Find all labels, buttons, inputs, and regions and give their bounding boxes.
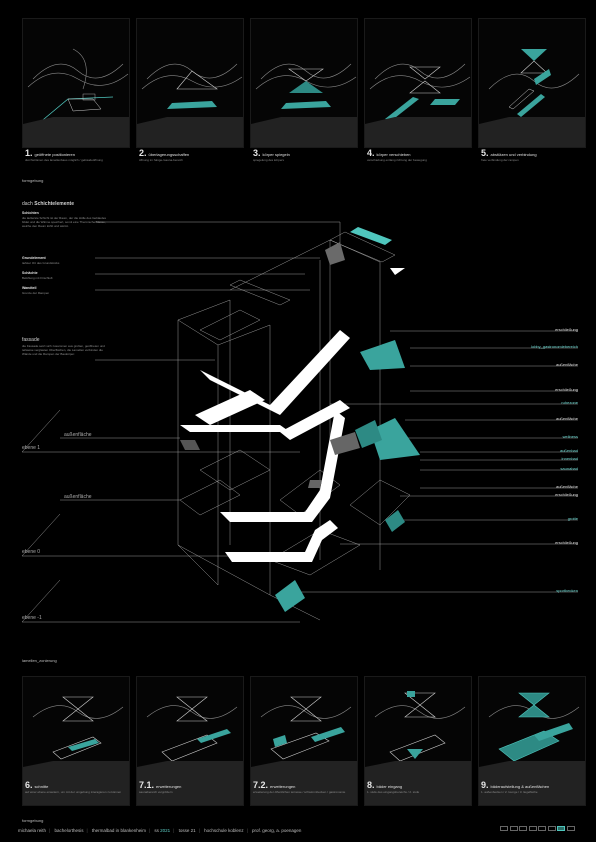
- room-label: außenfläche: [555, 362, 578, 367]
- step-description: 1. stufe des eingangsbereichs / 2. stufe: [367, 790, 420, 794]
- page-indicator[interactable]: [519, 826, 527, 831]
- room-label: sportbecken: [556, 588, 578, 593]
- room-label: grotte: [567, 516, 578, 521]
- room-label: lobby_gastronomiebereich: [531, 344, 578, 349]
- step-panel-8: [364, 676, 472, 806]
- step-description: 1. außenbecken / 2. lounge / 3. liegefläche: [481, 790, 538, 794]
- footer-season: ss: [154, 828, 159, 833]
- step-number: 5.: [481, 148, 489, 158]
- step-panel-7-2: [250, 676, 358, 806]
- page-indicator[interactable]: [567, 826, 575, 831]
- step-panel-7-1: [136, 676, 244, 806]
- legend-item-text: Belüftung mit Frischluft: [22, 276, 53, 280]
- level-label: ebene -1: [22, 615, 42, 621]
- fassade-heading: fassade: [22, 337, 40, 343]
- step-description: öffnung im hänge-/sauna-bereich: [139, 158, 183, 162]
- step-panel-9: [478, 676, 586, 806]
- footer: michaela reith | bachelorthesis | thermalbad in blankenheim | ss 2021 | tosse 21 | hochschule koblenz | prof. georg, a. poenagen: [18, 828, 302, 833]
- level-label: ebene 0: [22, 549, 41, 555]
- step-number: 6.: [25, 780, 33, 790]
- step-number: 1.: [25, 148, 33, 158]
- step-description: saunabereich vergrößern: [139, 790, 173, 794]
- step-number: 3.: [253, 148, 261, 158]
- page-indicator[interactable]: [557, 826, 565, 831]
- section-heading-lamellen: lamellen_zonierung: [22, 658, 57, 663]
- room-label: ruhezone: [561, 400, 578, 405]
- legend-item-text: die äußerste Schicht ist der Raum, der die Hülle des Gebäudes bildet und die Wärme speichert, somit eine Thermische Masse, welche den Raum kühlt und wärmt.: [22, 216, 107, 228]
- step-title: schnitte: [34, 784, 49, 789]
- step-number: 7.2.: [253, 780, 269, 790]
- room-label: erschließung: [555, 540, 578, 545]
- footer-project: thermalbad in blankenheim: [91, 828, 146, 833]
- legend-item-heading: Schächte: [22, 271, 38, 275]
- footer-code: tosse 21: [178, 828, 196, 833]
- room-label: saunabad: [560, 466, 578, 471]
- step-title: körper verschieben: [376, 152, 411, 157]
- step-title: abstützen und verbindung: [490, 152, 537, 157]
- legend-item-text: tiefster Ort des Grundstücks: [22, 261, 60, 265]
- page-indicator[interactable]: [510, 826, 518, 831]
- step-number: 8.: [367, 780, 375, 790]
- page-indicator[interactable]: [500, 826, 508, 831]
- legend-title-bold: Schichtelemente: [34, 201, 74, 207]
- step-panel-6: [22, 676, 130, 806]
- room-label: außenfläche: [555, 416, 578, 421]
- section-heading-formgebung: formgebung: [22, 178, 44, 183]
- legend-item-heading: Grundelement: [22, 256, 46, 260]
- step-number: 4.: [367, 148, 375, 158]
- footer-season-accent: 2021: [160, 828, 171, 833]
- step-title: überlagerungsschaffen: [148, 152, 190, 157]
- footer-school: hochschule koblenz: [204, 828, 244, 833]
- step-description: durchströmen des lamellenbaus möglich / gebäudeöffnung: [25, 158, 103, 162]
- page-indicator[interactable]: [538, 826, 546, 831]
- step-title: geöffnete positionieren: [34, 152, 75, 157]
- step-description: verschiebung entlang richtung der bewegung: [367, 158, 427, 162]
- level-label: ebene 1: [22, 445, 41, 451]
- page-indicator[interactable]: [529, 826, 537, 831]
- step-description: freie verbindung der rampen: [481, 158, 519, 162]
- room-label: erschließung: [555, 492, 578, 497]
- fassade-text: die Fassade setzt sich zusammen aus großen, geöffneten und teilweise verglasten Oberflächen, die Lamellen verbinden die Wände und die Rampen der Baukörper.: [22, 344, 105, 356]
- room-label: erschließung: [555, 387, 578, 392]
- step-number: 9.: [481, 780, 489, 790]
- room-label: außenbad: [559, 448, 578, 453]
- room-label: außenfläche: [555, 484, 578, 489]
- step-description: spiegelung des körpers: [253, 158, 285, 162]
- footer-type: bachelorthesis: [54, 828, 84, 833]
- footer-prof: prof. georg, a. poenagen: [252, 828, 302, 833]
- room-label: erschließung: [555, 327, 578, 332]
- step-title: bäderaufstellung & außenflächen: [490, 784, 550, 789]
- room-label: innenbad: [561, 456, 578, 461]
- footer-author: michaela reith: [18, 828, 47, 833]
- legend-title-light: dach: [22, 201, 33, 207]
- room-label: wellness: [562, 434, 578, 439]
- step-title: körper spiegeln: [262, 152, 290, 157]
- legend-item-text: Grenze der Rampen: [22, 291, 50, 295]
- section-heading-footer: formgebung: [22, 818, 44, 823]
- step-title: erweiterungen: [270, 784, 296, 789]
- step-number: 2.: [139, 148, 147, 158]
- page-indicator[interactable]: [548, 826, 556, 831]
- step-title: erweiterungen: [156, 784, 182, 789]
- step-title: bäder eingang: [376, 784, 403, 789]
- step-number: 7.1.: [139, 780, 155, 790]
- step-description: erweiterung der öffentlichen terrasse / schwimmbecken / gastronomie: [253, 790, 346, 794]
- face-label: außenfläche: [64, 494, 92, 500]
- step-description: auf einer ebene erweitern, um mit der umgebung interagieren zu können: [25, 790, 122, 794]
- legend-item-heading: Wandteil: [22, 286, 37, 290]
- legend-item-heading: Schichten: [22, 211, 39, 215]
- face-label: außenfläche: [64, 432, 92, 438]
